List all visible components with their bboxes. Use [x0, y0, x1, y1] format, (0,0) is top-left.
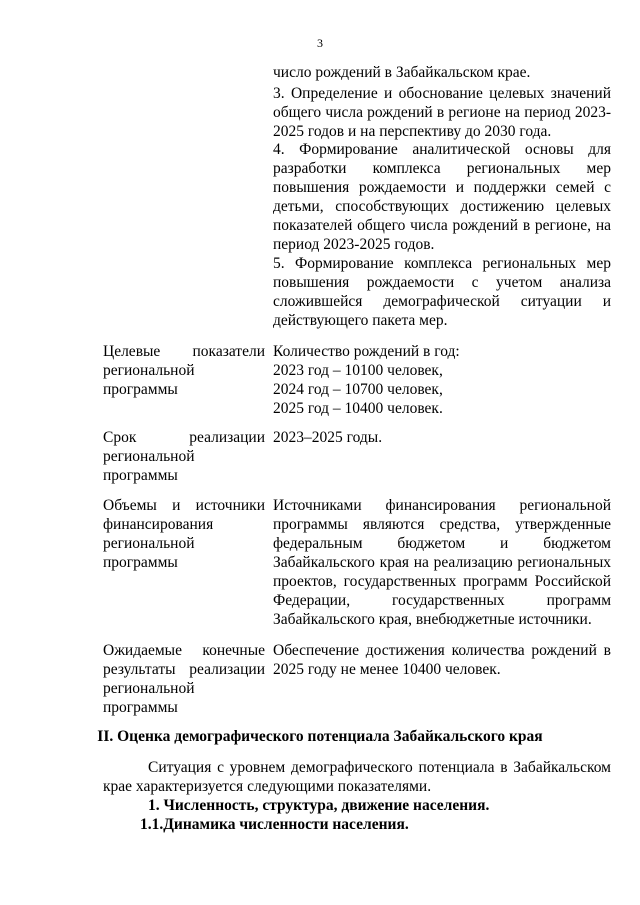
- row-label-line: региональной: [103, 680, 195, 697]
- intro-line: детьми, способствующих достижению целевых: [273, 198, 611, 215]
- page-number: 3: [317, 36, 323, 50]
- intro-line: повышения рождаемости и поддержки семей с: [273, 179, 611, 196]
- intro-line: 5. Формирование комплекса региональных мер: [273, 255, 611, 272]
- row-label-line: Ожидаемые конечные: [103, 642, 265, 659]
- body-line: Ситуация с уровнем демографического потенциала в Забайкальском: [148, 759, 611, 776]
- row-label-line: программы: [103, 554, 178, 571]
- heading-population: 1. Численность, структура, движение населения.: [148, 797, 490, 814]
- row-value-line: 2025 год – 10400 человек.: [273, 400, 443, 417]
- row-value-line: проектов, государственных программ Российской: [273, 573, 611, 590]
- row-value-line: 2023 год – 10100 человек,: [273, 362, 443, 379]
- row-value-line: Количество рождений в год:: [273, 343, 460, 360]
- row-value-line: Обеспечение достижения количества рождений в: [273, 642, 611, 659]
- intro-line: сложившейся демографической ситуации и: [273, 293, 611, 310]
- intro-line: показателей общего числа рождений в регионе, на: [273, 217, 611, 234]
- row-label-line: программы: [103, 381, 178, 398]
- row-value-line: 2025 году не менее 10400 человек.: [273, 661, 501, 678]
- row-label-line: региональной: [103, 448, 195, 465]
- row-value-line: Федерации, государственных программ: [273, 592, 611, 609]
- row-value-line: федеральным бюджетом и бюджетом: [273, 535, 611, 552]
- intro-line: действующего пакета мер.: [273, 312, 448, 329]
- row-label-line: программы: [103, 467, 178, 484]
- row-label-line: региональной: [103, 535, 195, 552]
- intro-line: общего числа рождений в регионе на период 2023-: [273, 104, 611, 121]
- intro-line: период 2023-2025 годов.: [273, 236, 435, 253]
- row-value-line: 2024 год – 10700 человек,: [273, 381, 443, 398]
- intro-line: разработки комплекса региональных мер: [273, 160, 611, 177]
- row-value-line: Забайкальского края, внебюджетные источники.: [273, 611, 592, 628]
- intro-line: 2025 годов и на перспективу до 2030 года.: [273, 123, 552, 140]
- row-label-line: Срок реализации: [103, 429, 265, 446]
- row-value-line: Источниками финансирования региональной: [273, 497, 611, 514]
- row-label-line: региональной: [103, 362, 195, 379]
- body-line: крае характеризуется следующими показателями.: [103, 778, 432, 795]
- intro-line: 4. Формирование аналитической основы для: [273, 141, 611, 158]
- row-label-line: финансирования: [103, 516, 214, 533]
- row-label-line: программы: [103, 699, 178, 716]
- row-value-line: программы являются средства, утвержденные: [273, 516, 611, 533]
- row-value-line: 2023–2025 годы.: [273, 429, 383, 446]
- intro-line: число рождений в Забайкальском крае.: [273, 64, 531, 81]
- intro-line: повышения рождаемости с учетом анализа: [273, 274, 611, 291]
- row-label-line: Объемы и источники: [103, 497, 265, 514]
- heading-population-dynamics: 1.1.Динамика численности населения.: [140, 816, 409, 833]
- row-label-line: результаты реализации: [103, 661, 265, 678]
- intro-line: 3. Определение и обоснование целевых значений: [273, 85, 611, 102]
- row-value-line: Забайкальского края на реализацию региональных: [273, 554, 611, 571]
- section-title: II. Оценка демографического потенциала Забайкальского края: [97, 728, 543, 745]
- row-label-line: Целевые показатели: [103, 343, 265, 360]
